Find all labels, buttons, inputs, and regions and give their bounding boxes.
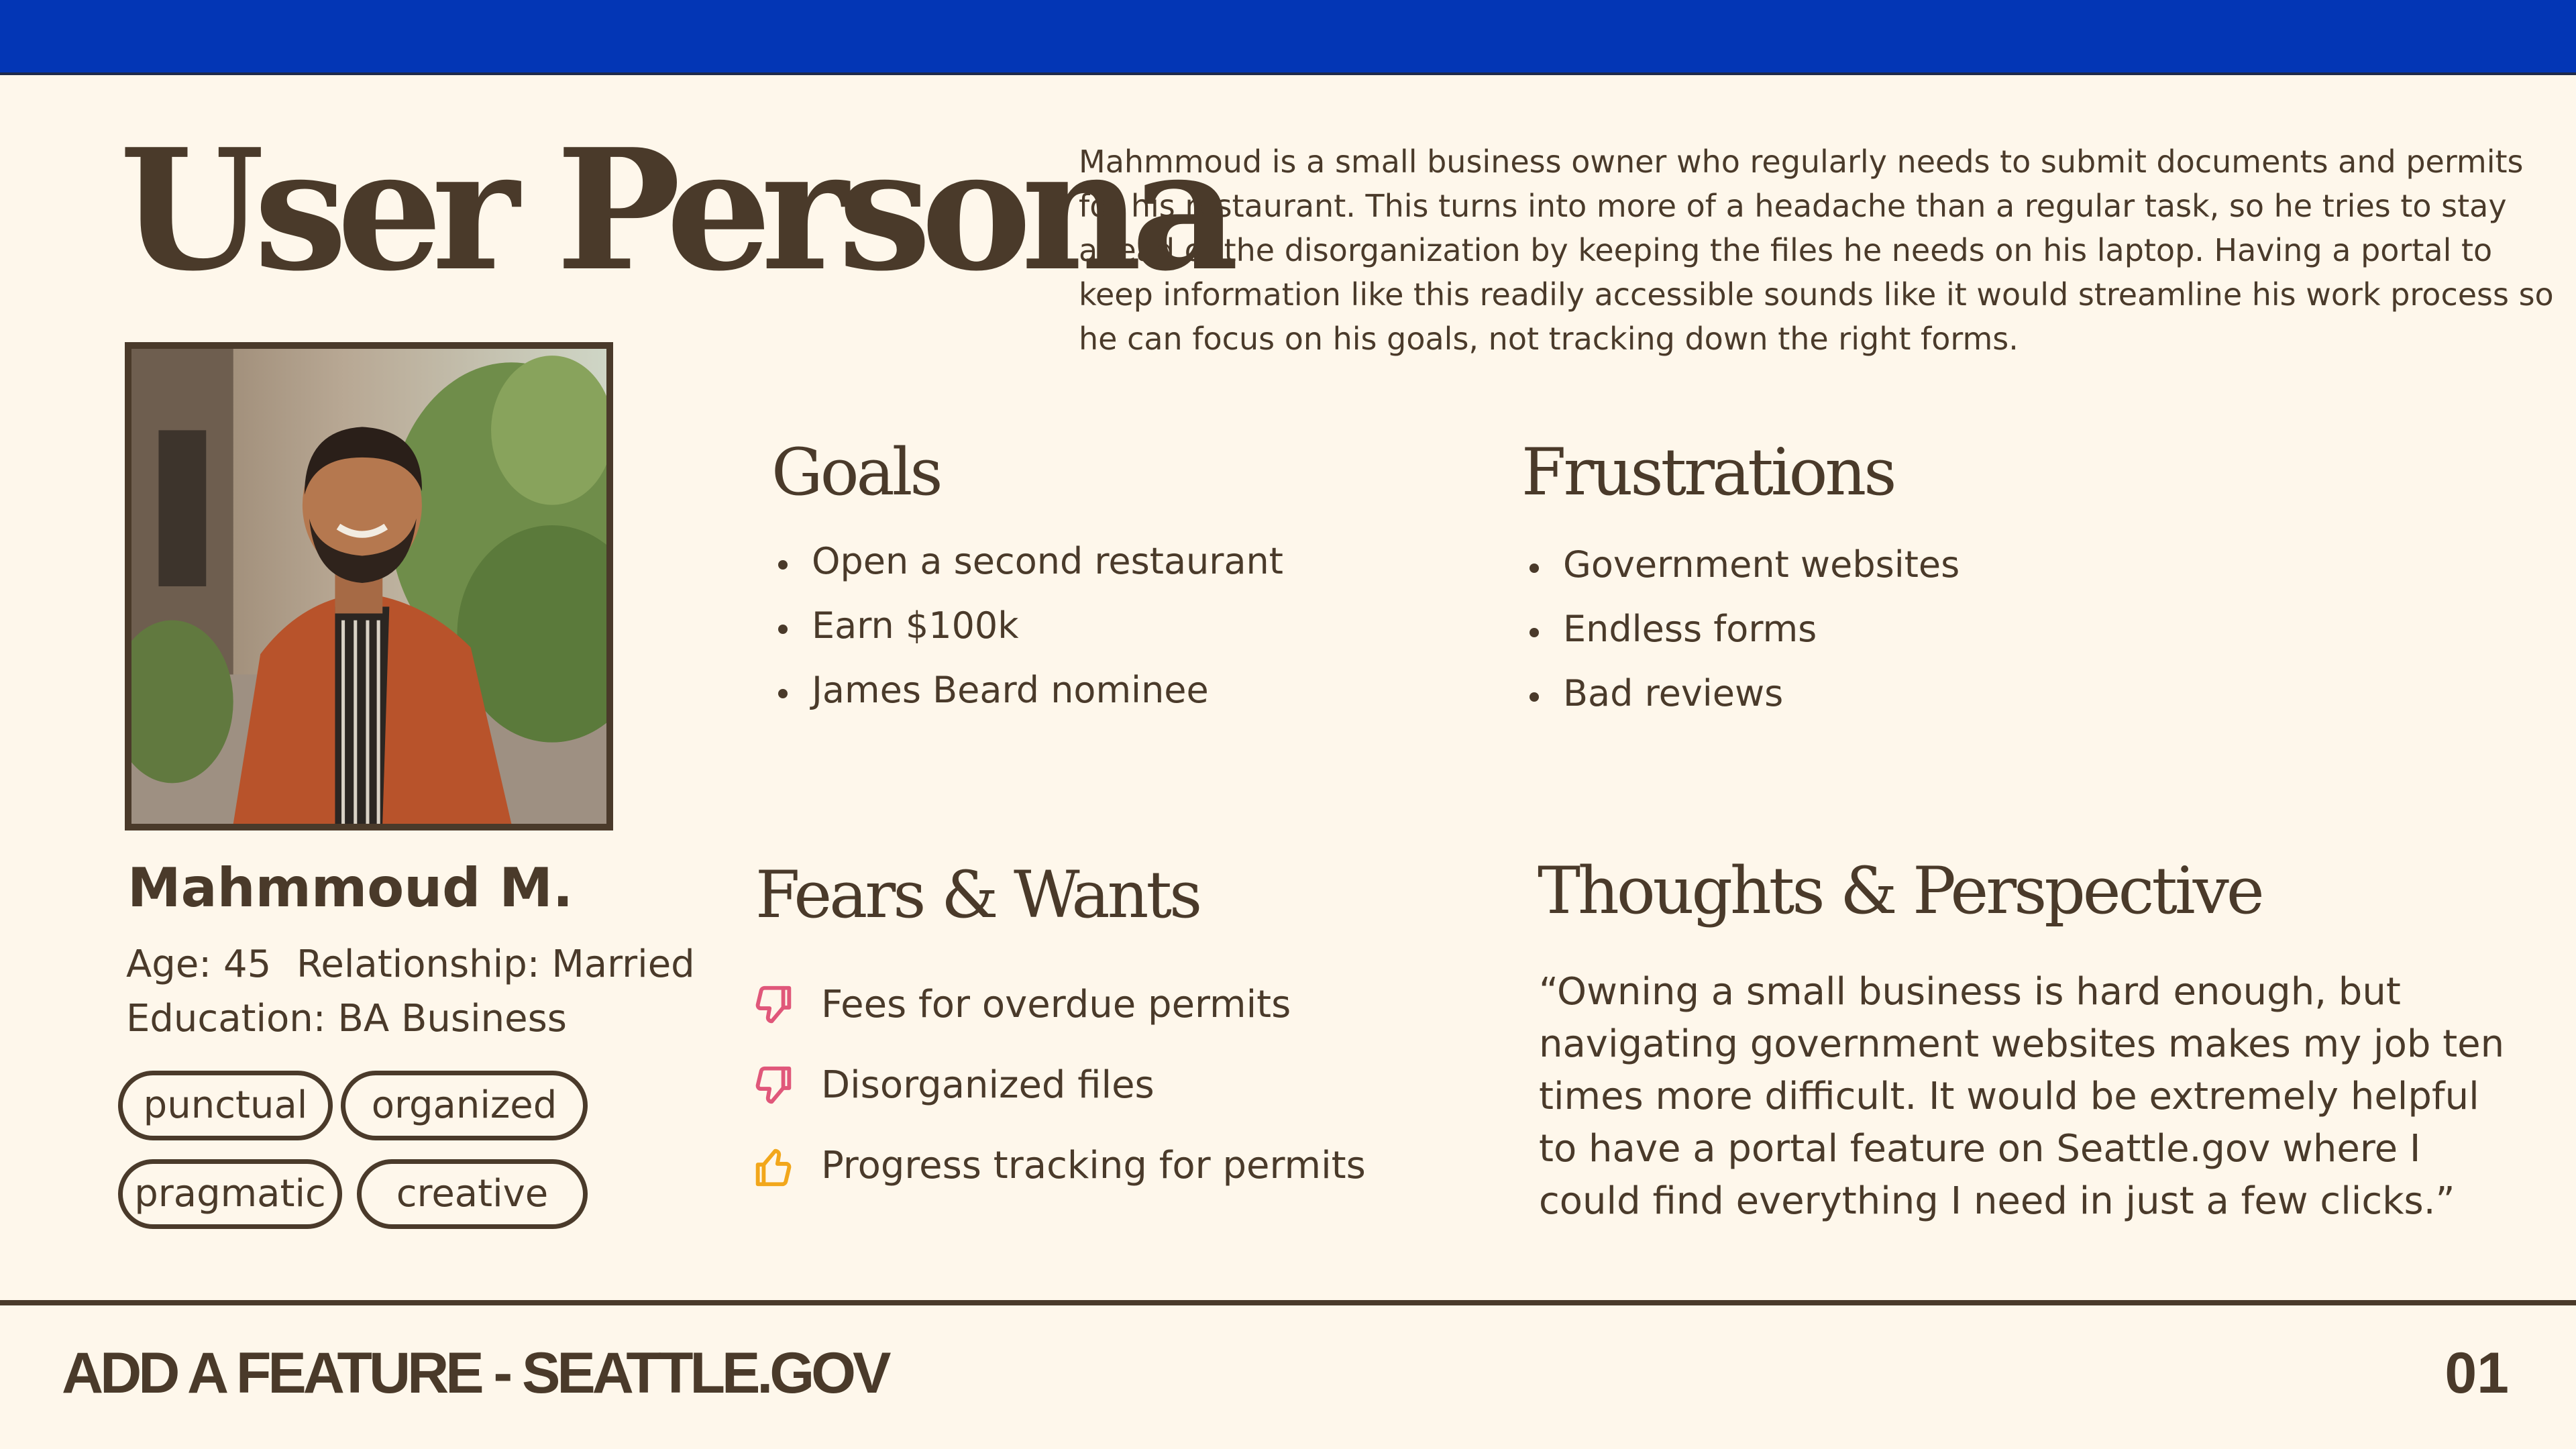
goal-item <box>771 669 1283 733</box>
fear-item <box>750 977 1366 1057</box>
persona-relationship: Relationship: Married <box>297 943 695 986</box>
goals-list <box>771 540 1283 733</box>
fears-wants-list <box>750 977 1366 1218</box>
goal-text: Open a second restaurant <box>812 540 1283 582</box>
trait-tag-pragmatic: pragmatic <box>118 1159 342 1229</box>
persona-photo <box>125 342 613 830</box>
frustration-text: Endless forms <box>1563 608 1817 650</box>
bullet-icon <box>778 560 788 570</box>
trait-tag-creative: creative <box>357 1159 588 1229</box>
frustrations-heading: Frustrations <box>1521 435 1894 510</box>
page-title: User Persona <box>119 113 1228 308</box>
trait-tag-organized: organized <box>341 1071 588 1140</box>
fear-item <box>750 1057 1366 1138</box>
bullet-icon <box>778 625 788 634</box>
thoughts-heading: Thoughts & Perspective <box>1538 853 2262 928</box>
persona-summary: Mahmmoud is a small business owner who regularly needs to submit documents and permits for his restaurant. This turns into more of a headache than a regular task, so he tries to stay ahead of the disorganization by keeping the files he needs on his laptop. Having a portal to keep information like this readily accessible sounds like it would streamline his work process so he can focus on his goals, not tracking down the right forms. <box>1079 144 2554 357</box>
frustration-item <box>1523 543 1960 608</box>
persona-name: Mahmmoud M. <box>127 857 574 919</box>
persona-quote: “Owning a small business is hard enough, but navigating government websites makes my job ten times more difficult. It would be extremely helpful to have a portal feature on Seattle.gov where I could find everything I need in just a few clicks.” <box>1539 970 2505 1223</box>
frustrations-list <box>1523 543 1960 737</box>
fear-text: Disorganized files <box>821 1063 1155 1107</box>
frustration-item <box>1523 672 1960 737</box>
bullet-icon <box>1529 628 1539 637</box>
footer-title: ADD A FEATURE - SEATTLE.GOV <box>62 1341 888 1405</box>
persona-education: Education: BA Business <box>126 997 567 1040</box>
frustration-text: Government websites <box>1563 543 1960 586</box>
goal-item <box>771 604 1283 669</box>
page-number: 01 <box>2445 1341 2509 1405</box>
thumbs-up-icon <box>750 1143 797 1190</box>
bullet-icon <box>778 689 788 698</box>
footer-divider <box>0 1300 2576 1305</box>
bullet-icon <box>1529 692 1539 702</box>
goals-heading: Goals <box>771 435 941 510</box>
frustration-text: Bad reviews <box>1563 672 1784 714</box>
frustration-item <box>1523 608 1960 672</box>
goal-text: Earn $100k <box>812 604 1019 647</box>
trait-tag-punctual: punctual <box>118 1071 333 1140</box>
top-banner <box>0 0 2576 75</box>
fears-wants-heading: Fears & Wants <box>755 857 1200 932</box>
thumbs-down-icon <box>750 982 797 1029</box>
goal-item <box>771 540 1283 604</box>
want-text: Progress tracking for permits <box>821 1144 1366 1187</box>
thumbs-down-icon <box>750 1063 797 1110</box>
fear-text: Fees for overdue permits <box>821 983 1291 1026</box>
goal-text: James Beard nominee <box>812 669 1209 711</box>
persona-age: Age: 45 <box>126 943 272 986</box>
want-item <box>750 1138 1366 1218</box>
bullet-icon <box>1529 564 1539 573</box>
